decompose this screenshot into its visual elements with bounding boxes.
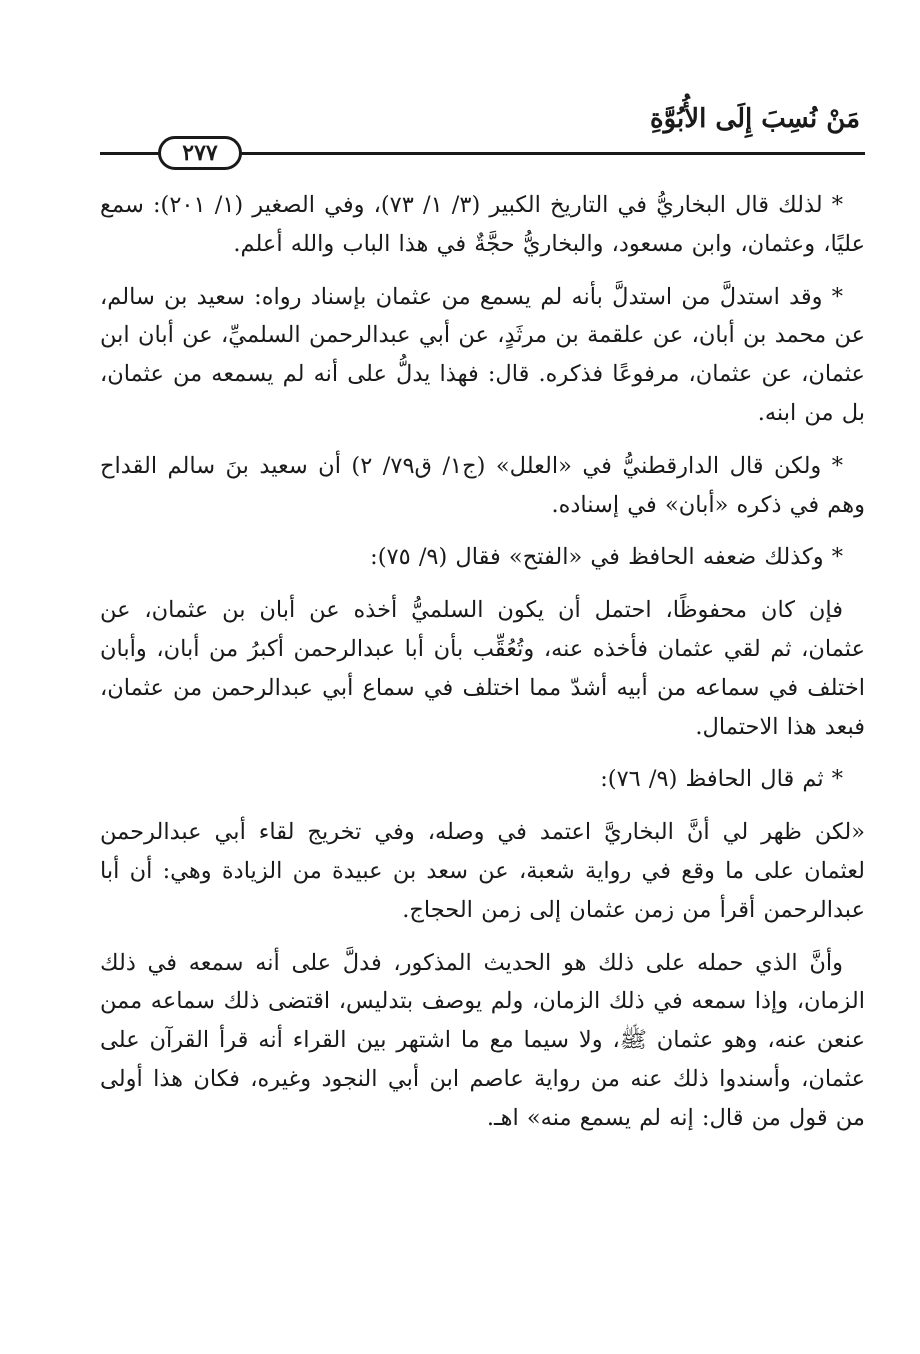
paragraph-quote-bukhari: «لكن ظهر لي أنَّ البخاريَّ اعتمد في وصله، وفي تخريج لقاء أبي عبدالرحمن لعثمان على ما وقع في رواية شعبة، عن سعد بن عبيدة من الزيادة وهي: أن أبا عبدالرحمن أقرأ من زمن عثمان إلى زمن الحجاج. <box>100 819 865 923</box>
paragraph-fath-76: * ثم قال الحافظ (٩/ ٧٦): <box>600 766 843 793</box>
paragraph-daraqutni: * ولكن قال الدارقطنيُّ في «العلل» (ج١/ ق٧٩/ ٢) أن سعيد بنَ سالم القداح وهم في ذكره «أبان» في إسناده. <box>100 452 865 518</box>
paragraph-bukhari-tarikh: * لذلك قال البخاريُّ في التاريخ الكبير (٣/ ١/ ٧٣)، وفي الصغير (١/ ٢٠١): سمع عليًا، وعثمان، وابن مسعود، والبخاريُّ حجَّةٌ في هذا الباب والله أعلم. <box>100 192 865 257</box>
paragraph-fath-75: * وكذلك ضعفه الحافظ في «الفتح» فقال (٩/ ٧٥): <box>370 544 843 571</box>
paragraph-quote-mahfuz: فإن كان محفوظًا، احتمل أن يكون السلميُّ أخذه عن أبان بن عثمان، عن عثمان، ثم لقي عثمان فأخذه عنه، وتُعُقِّب بأن أبا عبدالرحمن أكبرُ من أبان، وأبان اختلف في سماعه من أبيه أشدّ مما اختلف في سماع أبي عبدالرحمن من عثمان، فبعد هذا الاحتمال. <box>100 597 865 740</box>
paragraph-quote-continuation: وأنَّ الذي حمله على ذلك هو الحديث المذكور، فدلَّ على أنه سمعه في ذلك الزمان، وإذا سمعه في ذلك الزمان، ولم يوصف بتدليس، اقتضى ذلك سماعه ممن عنعن عنه، وهو عثمان ﷺ، ولا سيما مع ما اشتهر بين القراء أنه قرأ القرآن على عثمان، وأسندوا ذلك عنه من رواية عاصم ابن أبي النجود وغيره، فكان هذا أولى من قول من قال: إنه لم يسمع منه» اهـ. <box>100 949 865 1131</box>
page-number-badge: ٢٧٧ <box>158 136 242 170</box>
paragraph-istidlal: * وقد استدلَّ من استدلَّ بأنه لم يسمع من عثمان بإسناد رواه: سعيد بن سالم، عن محمد بن أبان، عن علقمة بن مرثَدٍ، عن أبي عبدالرحمن السلميِّ، عن أبان ابن عثمان، عن عثمان، مرفوعًا فذكره. قال: فهذا يدلُّ على أنه لم يسمعه من عثمان، بل من ابنه. <box>100 283 865 426</box>
body-text <box>100 186 865 1138</box>
running-header-title: مَنْ نُسِبَ إِلَى الأُبُوَّةِ <box>650 104 860 134</box>
